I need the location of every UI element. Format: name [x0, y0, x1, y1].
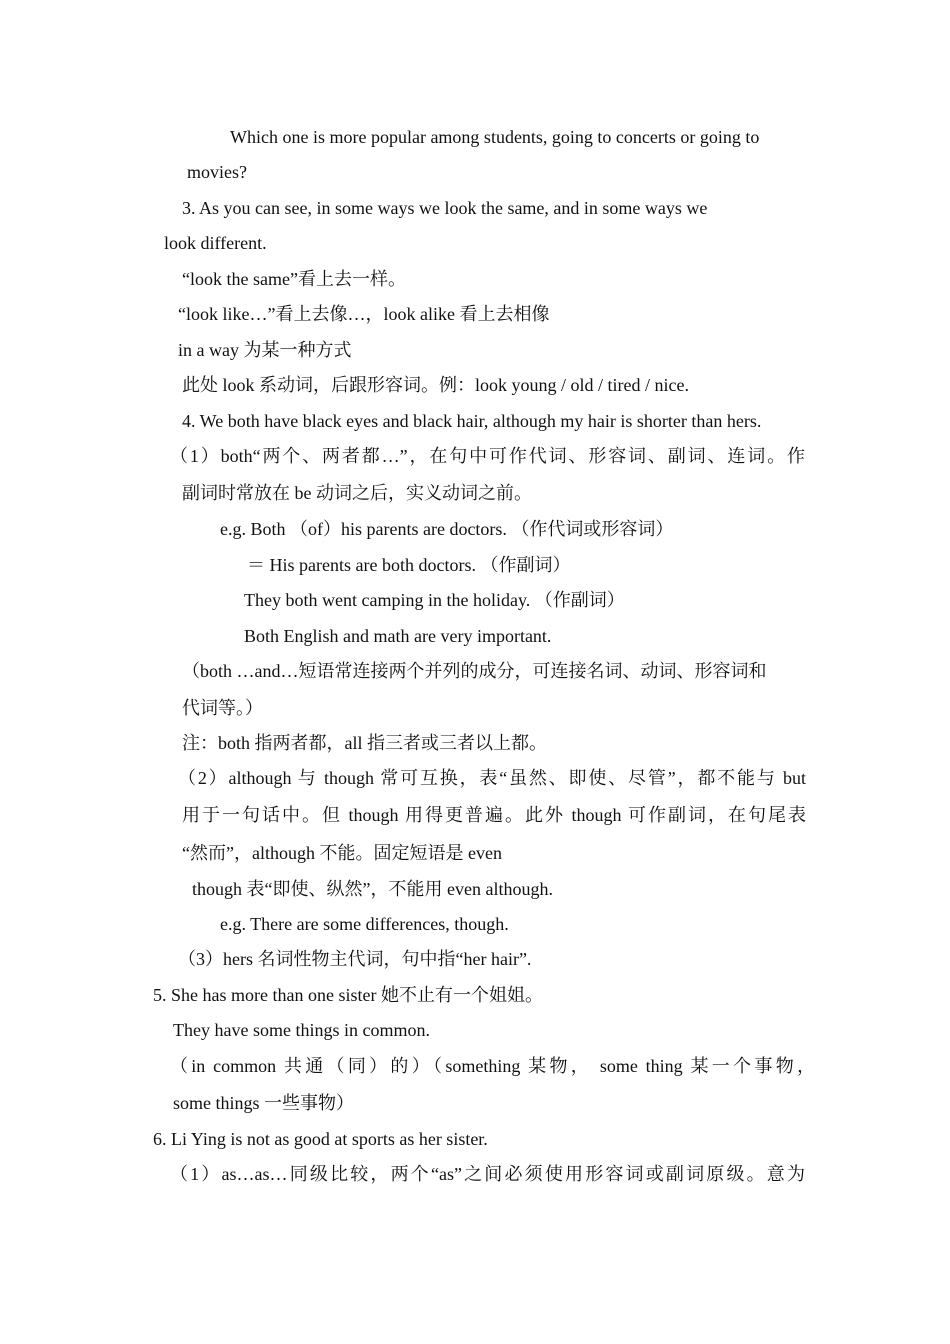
text-line: 5. She has more than one sister 她不止有一个姐姐。 — [153, 985, 543, 1005]
text-line: 3. As you can see, in some ways we look the same, and in some ways we — [182, 198, 708, 218]
text-line: （1）both“两个、两者都…”，在句中可作代词、形容词、副词、连词。作 — [170, 446, 805, 466]
text-line: some things 一些事物） — [173, 1093, 355, 1113]
text-line: movies? — [187, 162, 247, 182]
text-line: e.g. Both （of）his parents are doctors. （作代词或形容词） — [220, 519, 674, 539]
text-line: （2）although 与 though 常可互换，表“虽然、即使、尽管”，都不能与 but — [178, 768, 806, 788]
text-line: 此处 look 系动词，后跟形容词。例：look young / old / tired / nice. — [182, 375, 689, 395]
text-line: （in common 共通（同）的）（something 某物， some thing 某一个事物， — [170, 1056, 815, 1076]
text-line: （1）as…as…同级比较，两个“as”之间必须使用形容词或副词原级。意为 — [170, 1164, 805, 1184]
text-line: ＝ His parents are both doctors. （作副词） — [247, 555, 571, 575]
text-line: though 表“即使、纵然”，不能用 even although. — [192, 879, 553, 899]
text-line: e.g. There are some differences, though. — [220, 914, 509, 934]
text-line: Which one is more popular among students, going to concerts or going to — [230, 127, 760, 147]
text-line: in a way 为某一种方式 — [178, 340, 352, 360]
text-line: 代词等。） — [182, 698, 263, 718]
text-line: Both English and math are very important. — [244, 626, 552, 646]
text-line: They both went camping in the holiday. （作副词） — [244, 590, 625, 610]
text-line: “look the same”看上去一样。 — [182, 269, 406, 289]
text-line: 4. We both have black eyes and black hair, although my hair is shorter than hers. — [182, 411, 762, 431]
text-line: （3）hers 名词性物主代词，句中指“her hair”. — [178, 949, 532, 969]
text-line: 用于一句话中。但 though 用得更普遍。此外 though 可作副词，在句尾表 — [182, 805, 806, 825]
text-line: “look like…”看上去像…，look alike 看上去相像 — [178, 304, 550, 324]
text-line: look different. — [164, 233, 267, 253]
text-line: 副词时常放在 be 动词之后，实义动词之前。 — [182, 483, 532, 503]
text-line: 6. Li Ying is not as good at sports as her sister. — [153, 1129, 488, 1149]
text-line: “然而”，although 不能。固定短语是 even — [182, 843, 502, 863]
text-line: 注：both 指两者都，all 指三者或三者以上都。 — [182, 733, 547, 753]
text-line: （both …and…短语常连接两个并列的成分，可连接名词、动词、形容词和 — [182, 661, 767, 681]
text-line: They have some things in common. — [173, 1020, 430, 1040]
